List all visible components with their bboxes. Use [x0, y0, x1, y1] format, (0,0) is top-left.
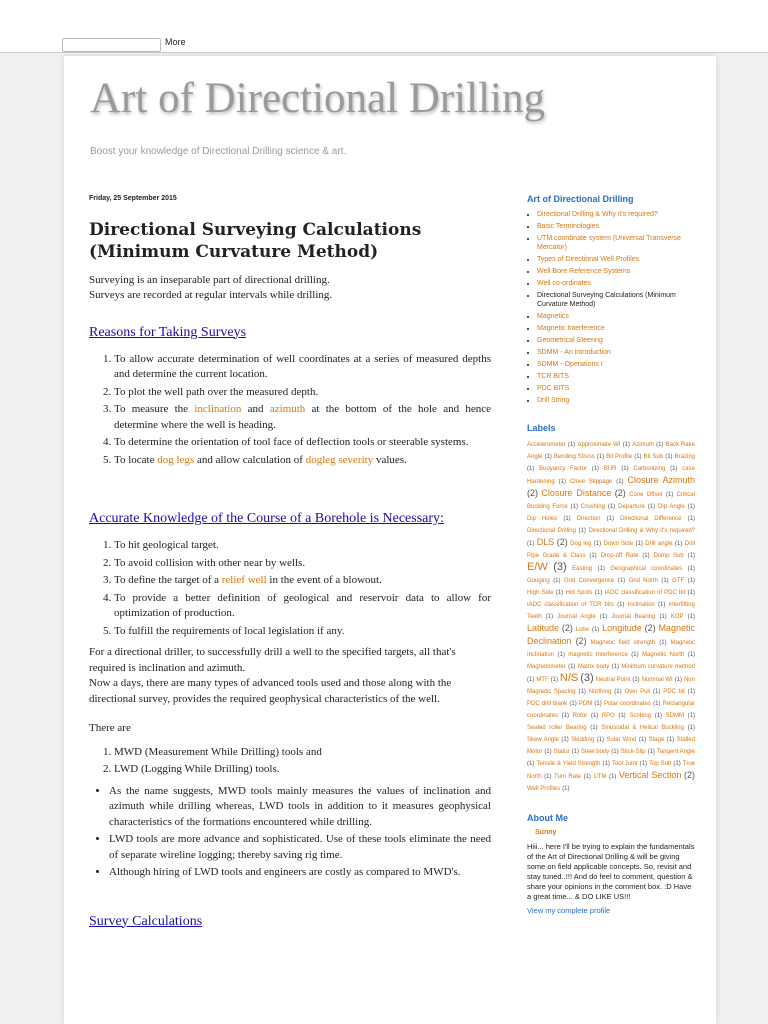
- sidebar-page-link[interactable]: Magnetic Interference: [537, 325, 605, 332]
- label-count: (1): [527, 466, 535, 472]
- label-link[interactable]: Drop-off Rate: [600, 553, 639, 559]
- sidebar-page-link[interactable]: Types of Directional Well Profiles: [537, 256, 640, 263]
- label-link[interactable]: Dog leg: [570, 541, 592, 547]
- about-widget-title: About Me: [527, 813, 568, 823]
- label-count: (1): [634, 454, 642, 460]
- sidebar-page-link: Directional Surveying Calculations (Minimum Curvature Method): [537, 292, 676, 308]
- list-item: 2. To plot the well path over the measured depth.: [114, 385, 491, 401]
- tools-bullet-list: [89, 784, 491, 881]
- label-count: (1): [652, 689, 661, 695]
- label-link[interactable]: Sealed roller Bearing: [527, 725, 587, 731]
- label-count: (1): [578, 528, 586, 534]
- label-link[interactable]: Directional Difference: [620, 516, 682, 522]
- label-link[interactable]: Sinusoidal & Helical Buckling: [601, 725, 684, 731]
- section-heading-link[interactable]: Survey Calculations: [89, 913, 203, 929]
- sidebar-page-link[interactable]: UTM coordinate system (Universal Transverse Mercator): [537, 235, 681, 251]
- post-date: Friday, 25 September 2015: [89, 195, 177, 202]
- label-link[interactable]: GTF: [672, 578, 685, 584]
- label-count: (1): [618, 713, 626, 719]
- label-count: (1): [642, 553, 650, 559]
- reasons-list: [89, 352, 491, 469]
- label-link[interactable]: PDC drill blank: [527, 701, 568, 707]
- label-link[interactable]: Direction: [576, 516, 601, 522]
- label-count: (1): [665, 492, 674, 498]
- label-link[interactable]: Cone Offset: [629, 492, 663, 498]
- label-link[interactable]: Bit Sub: [643, 454, 664, 460]
- label-link[interactable]: SDMM: [665, 713, 684, 719]
- label-link[interactable]: Tangent Angle: [656, 749, 695, 755]
- label-count: (3): [553, 561, 567, 573]
- label-count: (1): [591, 466, 600, 472]
- sidebar-page-link[interactable]: Directional Drilling & Why it's required?: [537, 211, 658, 218]
- label-count: (1): [616, 479, 624, 485]
- about-text: Hiii... here I'll be trying to explain the fundamentals of the Art of Directional Drilling & will be giving some on field applicable concepts. So, revisit and stay tuned..!!! And do feel to comment, question & share your opinions in the comment box. :D Have a great time... & DO LIKE US!!!: [527, 842, 695, 901]
- label-count: (1): [687, 516, 695, 522]
- label-link[interactable]: Dip Angle: [658, 504, 685, 510]
- sidebar-page-link[interactable]: SDMM - An introduction: [537, 349, 611, 356]
- label-link[interactable]: Approximate WI: [577, 442, 621, 448]
- label-link[interactable]: Gouging: [527, 578, 550, 584]
- list-item: • Although hiring of LWD tools and engineers are costly as compared to MWD's.: [109, 865, 491, 881]
- label-count: (1): [555, 590, 564, 596]
- label-count: (1): [661, 578, 669, 584]
- label-count: (1): [658, 602, 666, 608]
- label-count: (1): [621, 466, 629, 472]
- list-item: 2. LWD (Logging While Drilling) tools.: [114, 762, 491, 778]
- label-link[interactable]: Directional Drilling & Why it's required?: [588, 528, 695, 534]
- list-item-text: values.: [373, 453, 407, 466]
- label-link[interactable]: High Side: [527, 590, 554, 596]
- list-item: 1. To allow accurate determination of well coordinates at a series of measured depths and determine the current location.: [114, 352, 491, 383]
- label-count: (1): [647, 504, 656, 510]
- list-item: • As the name suggests, MWD tools mainly measures the values of inclination and azimuth while drilling whereas, LWD tools in addition to it measures geophysical characteristics of the formations encountered while drilling.: [109, 784, 491, 831]
- label-link[interactable]: Grid Convergence: [564, 578, 615, 584]
- sidebar-page-item[interactable]: [537, 324, 695, 333]
- label-count: (1): [578, 689, 586, 695]
- label-link[interactable]: Tensile & Yield Strength: [536, 761, 601, 767]
- dogleg-severity-link[interactable]: dogleg severity: [305, 453, 374, 466]
- label-link[interactable]: KOP: [670, 614, 684, 620]
- label-link[interactable]: Bit Profile: [606, 454, 633, 460]
- sidebar-page-link[interactable]: Geometrical Steering: [537, 337, 603, 344]
- label-count: (1): [544, 774, 552, 780]
- label-count: (1): [527, 677, 535, 683]
- label-link[interactable]: Northing: [588, 689, 612, 695]
- label-link[interactable]: Magnetic North: [642, 652, 685, 658]
- label-count: (1): [597, 566, 605, 572]
- label-link[interactable]: Bending Stress: [553, 454, 595, 460]
- sidebar-page-item[interactable]: [537, 267, 695, 276]
- label-link[interactable]: Magnetic field strength: [590, 640, 656, 646]
- pages-widget-title: Art of Directional Drilling: [527, 194, 634, 204]
- labels-widget-title: Labels: [527, 423, 556, 433]
- sidebar: [527, 194, 695, 915]
- list-item: • LWD tools are more advance and sophisticated. Use of these tools eliminate the need of separate wireline logging; thereby saving rig time.: [109, 832, 491, 863]
- label-count: (1): [639, 761, 647, 767]
- label-count: (1): [687, 578, 696, 584]
- dog-legs-link[interactable]: dog legs: [157, 453, 195, 466]
- label-count: (1): [545, 614, 554, 620]
- label-count: (1): [617, 578, 626, 584]
- label-link[interactable]: Directional Drilling: [527, 528, 576, 534]
- label-link[interactable]: Stage: [648, 737, 665, 743]
- inclination-link[interactable]: inclination: [194, 403, 242, 415]
- label-link[interactable]: Tool Joint: [611, 761, 638, 767]
- tools-list: [89, 745, 491, 778]
- sidebar-page-item[interactable]: [537, 396, 695, 405]
- label-link[interactable]: Critical Buckling Force: [527, 492, 695, 510]
- label-count: (1): [568, 664, 576, 670]
- label-link[interactable]: Easting: [572, 566, 593, 572]
- label-link[interactable]: Interfitting Teeth: [527, 602, 695, 620]
- label-count: (1): [611, 749, 619, 755]
- label-count: (1): [594, 701, 602, 707]
- label-count: (1): [527, 761, 535, 767]
- label-link[interactable]: Stalled Motor: [527, 737, 695, 755]
- label-count: (1): [673, 761, 681, 767]
- blog-tagline: Boost your knowledge of Directional Drilling science & art.: [90, 146, 347, 157]
- label-link[interactable]: Drill angle: [645, 541, 673, 547]
- label-count: (1): [670, 466, 678, 472]
- list-item: 4. To provide a better definition of geological and reservoir data to allow for optimization of production.: [114, 591, 491, 622]
- label-count: (1): [632, 677, 640, 683]
- label-count: (2): [683, 770, 695, 780]
- sidebar-page-link[interactable]: PDC BITS: [537, 385, 570, 392]
- list-item-text: in the event of a blowout.: [266, 574, 382, 586]
- blog-page: [64, 56, 716, 1024]
- label-link[interactable]: Solar Wind: [606, 737, 637, 743]
- label-count: (1): [607, 504, 616, 510]
- list-item-text: and allow calculation of: [194, 453, 306, 466]
- label-link[interactable]: Closure Azimuth: [627, 475, 695, 485]
- post-column: [89, 191, 491, 941]
- label-link[interactable]: Magnetic Declination: [527, 623, 695, 646]
- label-link[interactable]: Clove Slippage: [569, 479, 613, 485]
- label-count: (1): [687, 553, 695, 559]
- label-count: (1): [591, 627, 600, 633]
- label-link[interactable]: Stick-Slip: [620, 749, 646, 755]
- label-count: (1): [687, 652, 696, 658]
- sidebar-page-item[interactable]: [537, 279, 695, 288]
- label-count: (1): [563, 516, 571, 522]
- body-paragraph: Now a days, there are many types of advanced tools used and those along with the directional survey, provides the required geophysical characteristics of the well.: [89, 677, 452, 705]
- label-count: (1): [544, 749, 552, 755]
- label-count: (1): [656, 442, 664, 448]
- label-link[interactable]: Longitude: [602, 623, 642, 633]
- section-heading-link[interactable]: Accurate Knowledge of the Course of a Borehole is Necessary:: [89, 511, 444, 526]
- azimuth-link[interactable]: azimuth: [269, 403, 306, 415]
- label-link[interactable]: RPG: [601, 713, 615, 719]
- label-link[interactable]: Nominal WI: [641, 677, 673, 683]
- label-count: (2): [614, 488, 626, 498]
- sidebar-page-item[interactable]: [537, 210, 695, 219]
- intro-text: Surveys are recorded at regular intervals while drilling.: [89, 289, 333, 301]
- label-link[interactable]: PDM: [578, 701, 593, 707]
- label-count: (1): [593, 541, 602, 547]
- label-link[interactable]: Grid North: [628, 578, 658, 584]
- label-count: (1): [567, 442, 576, 448]
- label-count: (1): [653, 701, 661, 707]
- list-item: 4. To determine the orientation of tool face of deflection tools or steerable systems.: [114, 435, 491, 451]
- label-count: (2): [556, 537, 568, 547]
- label-count: (1): [590, 713, 599, 719]
- label-link[interactable]: Lobe: [575, 627, 590, 633]
- label-count: (1): [599, 614, 608, 620]
- label-count: (1): [647, 749, 655, 755]
- label-link[interactable]: Well Profiles: [527, 786, 561, 792]
- label-link[interactable]: True North: [527, 761, 695, 780]
- label-count: (1): [606, 516, 614, 522]
- label-link[interactable]: Top Sub: [649, 761, 672, 767]
- label-link[interactable]: IADC classification of PDC bit: [604, 590, 686, 596]
- sidebar-page-link[interactable]: Well Bore Reference Systems: [537, 268, 631, 275]
- sidebar-page-item[interactable]: [537, 312, 695, 321]
- sidebar-page-item[interactable]: [537, 222, 695, 231]
- label-count: (1): [558, 479, 566, 485]
- label-link[interactable]: Brazing: [674, 454, 695, 460]
- label-count: (1): [674, 677, 682, 683]
- sidebar-page-link[interactable]: SDMM - Operations I: [537, 361, 603, 368]
- list-item: 1. MWD (Measurement While Drilling) tools and: [114, 745, 491, 761]
- label-count: (2): [561, 623, 573, 633]
- post-title-line: Directional Surveying Calculations: [89, 219, 422, 240]
- sidebar-page-item[interactable]: [537, 348, 695, 357]
- label-link[interactable]: Matrix body: [577, 664, 610, 670]
- label-link[interactable]: Steel body: [580, 749, 610, 755]
- label-count: (1): [570, 504, 578, 510]
- sidebar-page-item[interactable]: [537, 384, 695, 393]
- label-link[interactable]: BUR: [603, 466, 617, 472]
- sidebar-page-item[interactable]: [537, 372, 695, 381]
- label-link[interactable]: Inclination: [627, 602, 655, 608]
- label-count: (1): [589, 553, 597, 559]
- pages-list: [527, 210, 695, 405]
- label-count: (2): [527, 488, 538, 498]
- label-link[interactable]: Non Magnetic Spacing: [527, 677, 695, 695]
- borehole-list: [89, 538, 491, 639]
- list-item-text: To measure the: [114, 403, 195, 415]
- label-link[interactable]: DLS: [536, 537, 555, 547]
- label-link[interactable]: Rotor: [572, 713, 588, 719]
- sidebar-page-link[interactable]: Well co-ordinates: [537, 280, 591, 287]
- label-link[interactable]: Rectangular coordinates: [527, 701, 695, 719]
- label-count: (1): [687, 566, 695, 572]
- label-count: (1): [561, 713, 569, 719]
- label-count: (1): [638, 737, 647, 743]
- list-item: [114, 402, 491, 433]
- label-count: (1): [596, 454, 605, 460]
- sidebar-page-link[interactable]: Basic Terminologies: [537, 223, 600, 230]
- label-count: (1): [666, 737, 675, 743]
- relief-well-link[interactable]: relief well: [221, 574, 267, 586]
- label-link[interactable]: Carbonizing: [633, 466, 666, 472]
- label-link[interactable]: Azimuth: [632, 442, 654, 448]
- label-link[interactable]: Buoyancy Factor: [539, 466, 587, 472]
- label-count: (1): [571, 749, 579, 755]
- label-count: (1): [611, 664, 619, 670]
- list-item-text: and: [241, 403, 270, 415]
- label-link[interactable]: Closure Distance: [541, 488, 612, 498]
- post-title-line: (Minimum Curvature Method): [89, 241, 379, 262]
- label-count: (1): [687, 504, 695, 510]
- label-count: (1): [553, 578, 561, 584]
- label-link[interactable]: Dump Sub: [653, 553, 684, 559]
- label-count: (1): [687, 590, 696, 596]
- label-link[interactable]: MTF: [536, 677, 549, 683]
- label-link[interactable]: Vertical Section: [618, 770, 682, 780]
- label-count: (1): [544, 454, 552, 460]
- navbar-more-link[interactable]: More: [165, 37, 186, 47]
- section-heading-link[interactable]: Reasons for Taking Surveys: [89, 324, 247, 340]
- label-link[interactable]: Scribing: [629, 713, 652, 719]
- label-link[interactable]: Polar coordinates: [603, 701, 651, 707]
- list-item-text: To define the target of a: [114, 574, 222, 586]
- label-count: (3): [580, 672, 594, 684]
- label-link[interactable]: N/S: [559, 672, 579, 684]
- sidebar-page-item[interactable]: [537, 336, 695, 345]
- post-title: [89, 219, 491, 263]
- label-link[interactable]: Accelerometer: [527, 442, 566, 448]
- label-count: (1): [631, 652, 639, 658]
- blogger-navbar: [0, 0, 768, 53]
- profile-name-link[interactable]: Sunny: [535, 829, 557, 836]
- label-link[interactable]: Crushing: [580, 504, 605, 510]
- label-link[interactable]: Journal Angle: [557, 614, 596, 620]
- label-count: (1): [557, 652, 565, 658]
- view-profile-link[interactable]: View my complete profile: [527, 906, 611, 915]
- label-count: (1): [562, 786, 570, 792]
- label-link[interactable]: Magnetic Inclination: [527, 640, 695, 658]
- label-link[interactable]: Back Rake Angle: [527, 442, 695, 460]
- label-link[interactable]: Drill Pipe Grade & Class: [527, 541, 696, 559]
- list-item: [114, 573, 491, 589]
- label-count: (1): [687, 725, 695, 731]
- label-count: (1): [674, 541, 683, 547]
- label-count: (1): [602, 761, 610, 767]
- label-count: (1): [654, 713, 663, 719]
- label-count: (1): [622, 442, 630, 448]
- sidebar-page-item[interactable]: [537, 234, 695, 252]
- label-count: (1): [596, 737, 604, 743]
- sidebar-page-item[interactable]: [537, 255, 695, 264]
- list-item: [114, 453, 491, 469]
- label-link[interactable]: case Hardening: [527, 466, 695, 485]
- label-count: (2): [575, 636, 587, 646]
- label-count: (2): [644, 623, 656, 633]
- label-count: (1): [635, 541, 643, 547]
- label-link[interactable]: Over Pull: [624, 689, 651, 695]
- label-link[interactable]: Skidding: [571, 737, 595, 743]
- label-count: (1): [608, 774, 617, 780]
- label-link[interactable]: Neutral Point: [595, 677, 631, 683]
- list-item-text: at the bottom of the hole and hence determine where the well is heading.: [114, 403, 491, 431]
- label-link[interactable]: Turn Rate: [554, 774, 582, 780]
- label-link[interactable]: Dip Holes: [527, 516, 558, 522]
- label-link[interactable]: Skew Angle: [527, 737, 559, 743]
- list-item-text: To locate: [114, 453, 158, 466]
- label-link[interactable]: Magnetometer: [527, 664, 566, 670]
- label-count: (1): [594, 590, 603, 596]
- label-count: (1): [569, 701, 577, 707]
- label-link[interactable]: Journal Bearing: [611, 614, 656, 620]
- labels-cloud: [527, 439, 695, 795]
- label-count: (1): [550, 677, 558, 683]
- body-paragraph: There are: [89, 722, 131, 734]
- sidebar-page-link[interactable]: Drill String: [537, 397, 570, 404]
- label-link[interactable]: Hot Spots: [565, 590, 593, 596]
- label-link[interactable]: E/W: [527, 561, 548, 573]
- list-item: 5. To fulfill the requirements of local legislation if any.: [114, 624, 491, 640]
- label-count: (1): [614, 689, 622, 695]
- label-count: (1): [687, 614, 695, 620]
- label-link[interactable]: Minimum curvature method: [621, 664, 695, 670]
- label-link[interactable]: Departure: [618, 504, 645, 510]
- label-count: (1): [527, 541, 535, 547]
- label-link[interactable]: Down Side: [603, 541, 634, 547]
- sidebar-page-item[interactable]: [537, 360, 695, 369]
- sidebar-page-link[interactable]: TCR BITS: [537, 373, 569, 380]
- label-link[interactable]: Latitude: [527, 623, 560, 633]
- label-count: (1): [659, 614, 667, 620]
- blog-title[interactable]: Art of Directional Drilling: [90, 75, 545, 122]
- label-link[interactable]: Geographical coordinates: [610, 566, 683, 572]
- label-link[interactable]: UTM: [593, 774, 607, 780]
- label-count: (1): [561, 737, 569, 743]
- navbar-search-input[interactable]: [62, 38, 161, 52]
- label-count: (1): [687, 689, 696, 695]
- label-link[interactable]: Stator: [553, 749, 570, 755]
- label-link[interactable]: magnetic Interference: [568, 652, 628, 658]
- label-count: (1): [590, 725, 598, 731]
- label-count: (1): [687, 713, 695, 719]
- label-link[interactable]: IADC classification of TCR bits: [527, 602, 614, 608]
- list-item: 2. To avoid collision with other near by wells.: [114, 556, 491, 572]
- label-count: (1): [617, 602, 625, 608]
- sidebar-page-link[interactable]: Magnetics: [537, 313, 569, 320]
- sidebar-page-item-current: [537, 291, 695, 309]
- label-link[interactable]: PDC bit: [663, 689, 685, 695]
- list-item: 1. To hit geological target.: [114, 538, 491, 554]
- label-count: (1): [583, 774, 591, 780]
- label-count: (1): [659, 640, 667, 646]
- label-count: (1): [665, 454, 673, 460]
- body-paragraph: For a directional driller, to successfully drill a well to the specified targets, all that's required is inclination and azimuth.: [89, 646, 456, 674]
- intro-text: Surveying is an inseparable part of directional drilling.: [89, 273, 330, 286]
